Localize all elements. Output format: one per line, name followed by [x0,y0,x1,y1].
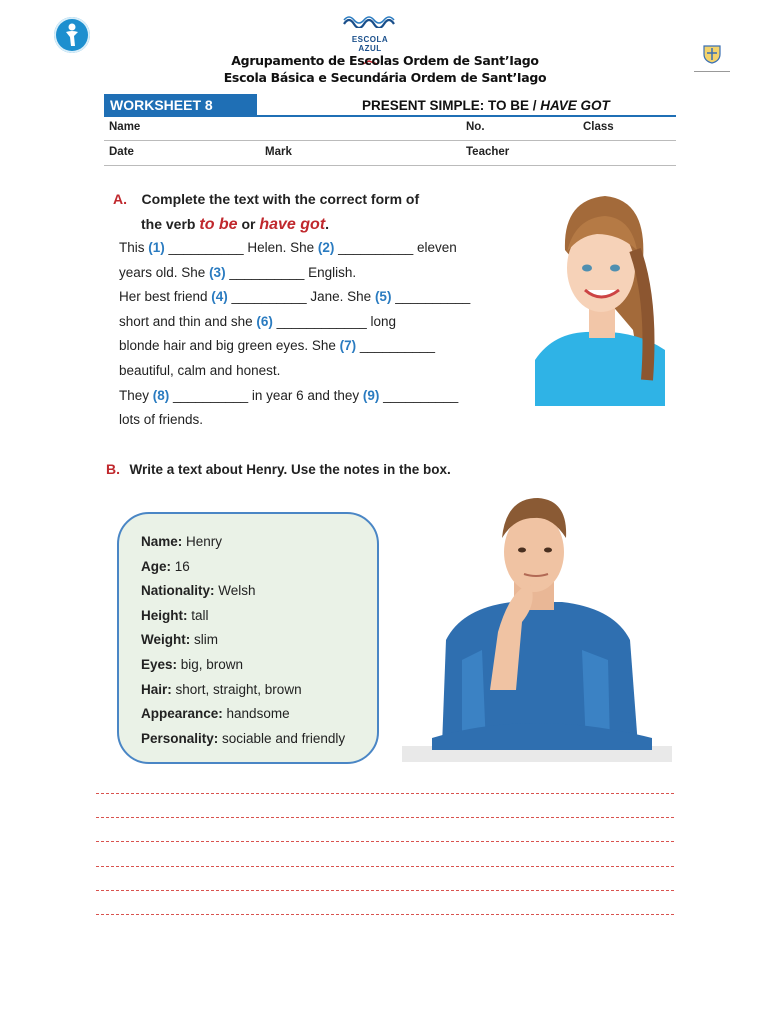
note-row [141,678,377,703]
section-a-instruction-2 [141,216,329,234]
field-name: Name [109,121,141,133]
note-label: Name: [141,534,183,549]
text-segment: __________ [391,289,471,305]
text-segment: __________ [356,338,436,354]
text-line [119,310,470,335]
school-logo-left [54,17,90,53]
wave-icon [342,14,398,28]
worksheet-tab: WORKSHEET 8 [104,94,257,116]
section-a-text [119,236,470,433]
notes-box [117,512,379,764]
verb-have-got: have got [259,216,326,233]
text-segment: This [119,240,149,255]
text-segment: They [119,387,153,403]
section-b-instruction: Write a text about Henry. Use the notes in the box. [129,462,451,477]
gap-number: (2) [317,240,335,255]
text-line [119,359,470,384]
note-row [141,604,377,629]
text-segment: ____________ long [272,313,396,329]
text-line [119,334,470,359]
note-value: Welsh [214,583,256,599]
note-row [141,727,377,752]
text-segment: __________ eleven [334,240,457,255]
section-b-letter: B. [106,461,120,477]
instruction-text: or [237,216,260,232]
note-value: handsome [222,706,290,722]
field-divider [104,140,676,141]
text-segment: __________ Helen. She [164,240,318,255]
note-label: Appearance: [141,706,223,722]
note-value: big, brown [177,656,244,672]
text-line [119,261,470,286]
notes-list [141,530,377,751]
note-row [141,628,377,653]
field-date: Date [109,146,134,158]
note-label: Eyes: [141,656,178,672]
writing-line[interactable] [96,914,674,915]
figure-icon [60,22,84,48]
text-segment: years old. She [119,264,210,280]
header-rule [104,115,676,117]
field-number: No. [466,121,485,133]
school-group-name: Agrupamento de Escolas Ordem de Sant’Iago [231,53,539,68]
note-row [141,530,377,555]
text-line [119,285,470,310]
gap-number: (3) [209,264,226,280]
note-label: Nationality: [141,583,215,599]
gap-number: (7) [339,338,357,354]
gap-number: (4) [211,289,228,305]
field-mark: Mark [265,146,292,158]
field-class: Class [583,121,614,133]
girl-photo [535,190,665,406]
title-main: PRESENT SIMPLE: TO BE / [362,98,541,113]
note-label: Weight: [141,632,191,648]
logo-text: ESCOLA AZUL [351,35,389,53]
text-segment: __________ [379,387,459,403]
note-value: short, straight, brown [171,681,302,697]
writing-line[interactable] [96,890,674,891]
writing-line[interactable] [96,793,674,794]
note-label: Hair: [141,681,172,697]
note-value: tall [187,607,209,623]
text-segment: __________ Jane. She [227,289,375,305]
note-row [141,653,377,678]
text-segment: Her best friend [119,289,212,305]
text-line [119,236,470,261]
note-row [141,579,377,604]
text-segment: __________ in year 6 and they [169,387,363,403]
note-value: slim [190,632,218,648]
section-a-instruction-1: Complete the text with the correct form of [141,191,420,207]
text-line [119,408,470,433]
gap-number: (6) [256,313,273,329]
gap-number: (8) [152,387,170,403]
note-row [141,555,377,580]
note-value: sociable and friendly [218,730,346,746]
girl-illustration [535,190,665,406]
note-value: Henry [182,534,223,549]
text-segment: lots of friends. [119,412,204,428]
instruction-text: the verb [141,216,200,232]
worksheet-title [362,98,610,113]
section-a-heading [113,191,419,209]
note-label: Height: [141,607,188,623]
writing-line[interactable] [96,866,674,867]
field-teacher: Teacher [466,146,510,158]
text-segment: short and thin and she [119,313,257,329]
verb-to-be: to be [199,216,238,233]
escola-azul-logo [340,14,400,53]
writing-line[interactable] [96,817,674,818]
text-segment: blonde hair and big green eyes. She [119,338,340,354]
text-line [119,384,470,409]
text-segment: __________ English. [225,264,357,280]
boy-photo [402,490,672,762]
field-divider [104,165,676,166]
note-label: Personality: [141,730,219,746]
note-value: 16 [171,558,190,574]
gap-number: (5) [374,289,392,305]
text-segment: beautiful, calm and honest. [119,362,281,378]
gap-number: (1) [148,240,165,255]
title-italic: HAVE GOT [540,98,610,113]
section-a-letter: A. [113,191,127,207]
boy-illustration [402,490,672,762]
writing-line[interactable] [96,841,674,842]
school-name: Escola Básica e Secundária Ordem de Sant’Iago [223,70,547,85]
gap-number: (9) [362,387,380,403]
instruction-text: . [325,216,330,232]
section-b-heading [106,461,451,479]
note-label: Age: [141,558,171,574]
note-row [141,702,377,727]
